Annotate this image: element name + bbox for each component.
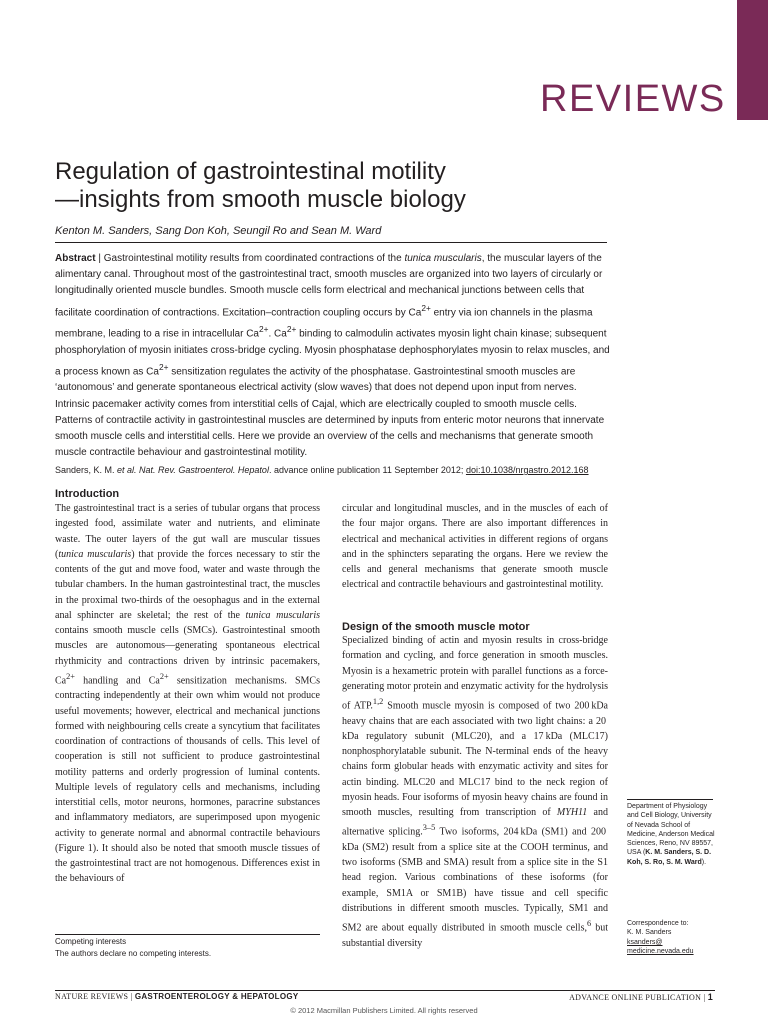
affiliation — [627, 802, 715, 867]
section-heading-design: Design of the smooth muscle motor — [342, 621, 530, 633]
competing-interests-text: The authors declare no competing interests. — [55, 949, 212, 958]
body-text: handling and Ca — [74, 675, 160, 687]
author-list: Kenton M. Sanders, Sang Don Koh, Seungil Ro and Sean M. Ward — [55, 225, 382, 237]
superscript: 2+ — [159, 671, 169, 681]
body-text: sensitization mechanisms. SMCs contracting independently at their own whim would not produce useful movements; however, electrical and mechanical junctions formed with neighbouring cells create a syncytium that facilitates coordination of contractions of thousands of cells. This level of cooperation is still not sufficient to produce gastrointestinal motility patterns and orderly progression of luminal contents. Multiple levels of regulatory cells and mechanisms, including interstitial cells, motor neurons, hormones, paracrine substances and inflammatory mediators, are superimposed upon myogenic activity to generate normal and abnormal contractile behaviours (Figure 1). It should also be noted that smooth muscle tissues of the gastrointestinal tract are not homogenous. Differences exist in the behaviours of — [55, 675, 320, 885]
citation-etal: et al. — [117, 465, 137, 475]
competing-divider — [55, 934, 320, 935]
body-text: tunica muscularis — [58, 548, 132, 560]
page-number: 1 — [707, 992, 713, 1002]
citation — [55, 465, 615, 475]
body-text: ) that provide the forces necessary to stir the contents of the gut and move food, water and waste through the tubular chambers. In the human gastrointestinal tract, the muscles in the proximal two-thirds of the oesophagus and in the external anal sphincter are skeletal; the rest of the — [55, 548, 320, 621]
title-line-1: Regulation of gastrointestinal motility — [55, 158, 446, 185]
abstract-text: tunica muscularis — [404, 253, 482, 264]
reference-superscript: 3–5 — [422, 823, 436, 833]
email-link[interactable] — [627, 939, 694, 955]
affiliation-text: ). — [701, 858, 707, 866]
introduction-body — [55, 501, 320, 887]
abstract-text: Gastrointestinal motility results from coordinated contractions of the — [103, 253, 405, 264]
affiliation-names: K. M. Sanders, S. D. Koh, S. Ro, S. M. Ward — [627, 849, 712, 866]
correspondence-name: K. M. Sanders — [627, 929, 672, 937]
citation-text: . advance online publication 11 September 2012; — [268, 465, 466, 475]
superscript: 2+ — [259, 324, 269, 335]
gene-name: MYH11 — [556, 807, 588, 819]
citation-text: Sanders, K. M. — [55, 465, 118, 475]
journal-subtitle: GASTROENTEROLOGY & HEPATOLOGY — [134, 992, 299, 1001]
abstract-text: sensitization regulates the activity of the phosphatase. Gastrointestinal smooth muscles are ‘autonomous’ and generate spontaneous electrical activity (slow waves) that does not depend upon input from nerves. Intrinsic pacemaker activity comes from interstitial cells of Cajal, which are electrically coupled to smooth muscle cells. Patterns of contractile activity in gastrointestinal muscles are determined by inputs from enteric motor neurons that innervate smooth muscle cells and interstitial cells. Here we provide an overview of the cells and mechanisms that generate smooth muscle contractile behaviour and gastrointestinal motility. — [55, 366, 605, 459]
footer-separator: | — [701, 993, 708, 1002]
citation-journal: Nat. Rev. Gastroenterol. Hepatol — [136, 465, 269, 475]
superscript: 2+ — [66, 671, 75, 681]
doi-link[interactable]: doi:10.1038/nrgastro.2012.168 — [465, 465, 589, 475]
abstract-text: binding to calmodulin activates myosin light chain kinase; subsequent phosphorylation of myosin initiates cross-bridge cycling. Myosin phosphatase dephosphorylates myosin to relax muscles, and a process known as Ca — [55, 328, 610, 378]
footer-separator: | — [128, 992, 135, 1001]
affiliation-text: Department of Physiology and Cell Biology, University of Nevada School of Medicine, Anderson Medical Sciences, Reno, NV 89557, USA ( — [627, 803, 715, 857]
email-line-2: medicine.nevada.edu — [627, 947, 694, 955]
copyright: © 2012 Macmillan Publishers Limited. All rights reserved — [290, 1006, 478, 1015]
abstract-text: , the muscular layers of the alimentary canal. Throughout most of the gastrointestinal tract, smooth muscles are organized into two layers of circularly or longitudinally oriented muscle bundles. Smooth muscle cells form electrical and mechanical junctions between cells that facilitate coordination of contractions. Excitation–contraction coupling occurs by Ca — [55, 253, 603, 318]
superscript: 2+ — [158, 361, 169, 372]
superscript: 2+ — [286, 324, 297, 335]
publication-status: ADVANCE ONLINE PUBLICATION — [569, 993, 702, 1002]
body-text: The gastrointestinal tract is a series of tubular organs that process ingested food, assimilate water and nutrients, and eliminate waste. The outer layers of the gut wall are muscular tissues ( — [55, 503, 320, 560]
abstract-separator: | — [95, 253, 104, 264]
body-text: but substantial diversity — [342, 922, 608, 949]
title-line-2: —insights from smooth muscle biology — [55, 186, 466, 213]
body-text: contains smooth muscle cells (SMCs). Gastrointestinal smooth muscles are autonomous—generating spontaneous electrical rhythmicity and contractions driven by intrinsic pacemakers, Ca — [55, 625, 320, 687]
title-divider — [55, 242, 607, 243]
section-heading-introduction: Introduction — [55, 488, 120, 500]
abstract — [55, 251, 610, 461]
design-body — [342, 633, 608, 951]
article-title — [55, 158, 615, 214]
body-text: tunica muscularis — [245, 609, 320, 621]
footer-divider — [55, 990, 715, 991]
affiliation-divider — [627, 799, 713, 800]
journal-name: NATURE REVIEWS — [55, 992, 129, 1001]
superscript: 2+ — [421, 302, 431, 313]
abstract-text: entry via ion channels in the plasma membrane, leading to a rise in intracellular Ca — [55, 306, 593, 340]
body-text: Specialized binding of actin and myosin results in cross-bridge formation and cycling, and force generation in smooth muscles. Myosin is a hexametric protein with parallel functions as a force-generating motor protein and enzymatic activity for the hydrolysis of ATP. — [342, 635, 608, 712]
section-label: REVIEWS — [540, 78, 726, 120]
body-text: and alternative splicing. — [342, 807, 608, 838]
reference-superscript: 1,2 — [372, 697, 384, 706]
correspondence — [627, 919, 715, 956]
accent-bar — [737, 0, 768, 120]
email-line-1: ksanders@ — [627, 938, 663, 946]
introduction-continued: circular and longitudinal muscles, and in the muscles of each of the four major organs. There are also important differences in electrical and mechanical activities in different regions of organs and in the sphincters separating the organs. Here we review the cells and general mechanisms that generate smooth muscle electrical and contractile behaviours and gastrointestinal motility. — [342, 503, 608, 591]
abstract-label: Abstract — [55, 253, 96, 264]
correspondence-label: Correspondence to: — [627, 920, 689, 927]
competing-interests-heading: Competing interests — [55, 937, 127, 946]
body-text: Smooth muscle myosin is composed of two 200 kDa heavy chains that are each associated with two light chains: a 20 kDa regulatory subunit (MLC20), and a 17 kDa (MLC17) nonphosphorylatable subunit. The N-terminal ends of the heavy chains form globular heads with enzymatic activity and sites for actin binding. MLC20 and MLC17 bind to the neck region of myosin heads. Four isoforms of myosin heavy chains are found in smooth muscles, resulting from transcription of — [342, 700, 608, 819]
body-text: Two isoforms, 204 kDa (SM1) and 200 kDa (SM2) result from a splice site at the COOH terminus, and two isoforms (SMB and SMA) result from a splice site in the S1 head region. Various combinations of these isoforms (for example, SM1A or SM1B) have tissue and cell specific distributions in different smooth muscles. Typically, SM1 and SM2 are about equally distributed in smooth muscle cells, — [342, 826, 608, 934]
reference-superscript: 6 — [586, 919, 592, 929]
abstract-text: . Ca — [268, 328, 287, 340]
footer-page — [569, 992, 713, 1002]
footer-journal — [55, 992, 299, 1001]
